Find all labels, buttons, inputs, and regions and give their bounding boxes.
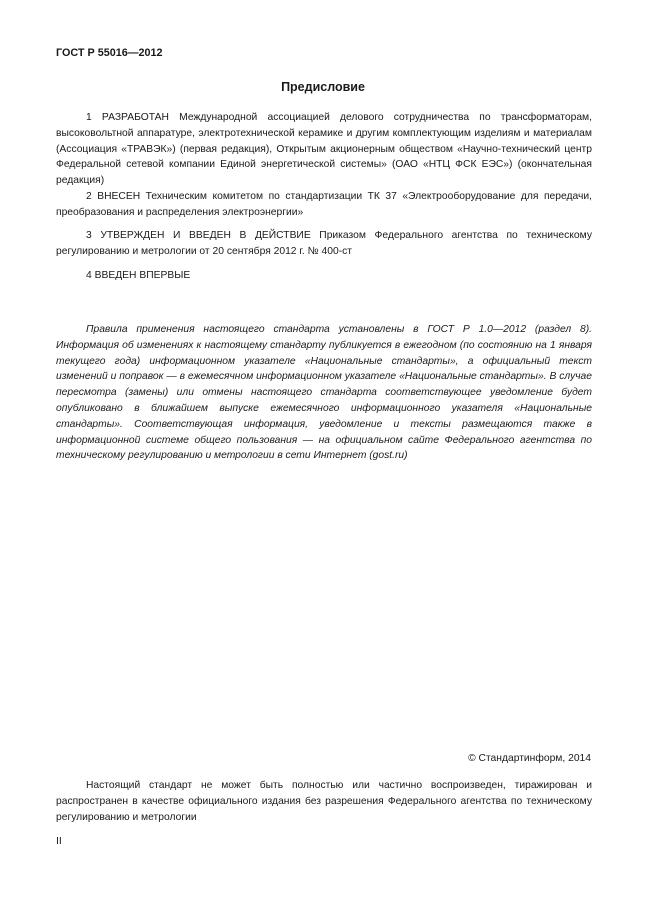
copyright-line: © Стандартинформ, 2014 [468, 753, 591, 764]
page-number: II [56, 835, 62, 847]
reproduction-notice: Настоящий стандарт не может быть полностью или частично воспроизведен, тиражирован и распространен в качестве официального издания без разрешения Федерального агентства по техническому регулированию и метрологии [56, 780, 592, 823]
foreword-title: Предисловие [281, 80, 365, 94]
standard-id-header: ГОСТ Р 55016—2012 [56, 47, 163, 59]
foreword-item-2: 2 ВНЕСЕН Техническим комитетом по стандартизации ТК 37 «Электрооборудование для передачи, преобразования и распределения электроэнергии» [56, 191, 592, 218]
foreword-item-3: 3 УТВЕРЖДЕН И ВВЕДЕН В ДЕЙСТВИЕ Приказом Федерального агентства по техническому регулированию и метрологии от 20 сентября 2012 г. № 400-ст [56, 230, 592, 257]
foreword-item-4: 4 ВВЕДЕН ВПЕРВЫЕ [86, 270, 191, 281]
foreword-item-1: 1 РАЗРАБОТАН Международной ассоциацией делового сотрудничества по трансформаторам, высоковольтной аппаратуре, электротехнической керамике и другим комплектующим изделиям и материалам (Ассоциация «ТРАВЭК») (первая редакция), Открытым акционерным обществом «Научно-технический центр Федеральной сетевой компании Единой энергетической системы» (ОАО «НТЦ ФСК ЕЭС») (окончательная редакция) [56, 112, 592, 187]
rules-notice: Правила применения настоящего стандарта установлены в ГОСТ Р 1.0—2012 (раздел 8). Информация об изменениях к настоящему стандарту публикуется в ежегодном (по состоянию на 1 января текущего года) информационном указателе «Национальные стандарты», а официальный текст изменений и поправок — в ежемесячном информационном указателе «Национальные стандарты». В случае пересмотра (замены) или отмены настоящего стандарта соответствующее уведомление будет опубликовано в ближайшем выпуске ежемесячного информационного указателя «Национальные стандарты». Соответствующая информация, уведомление и тексты размещаются также в информационной системе общего пользования — на официальном сайте Федерального агентства по техническому регулированию и метрологии в сети Интернет (gost.ru) [56, 324, 592, 462]
